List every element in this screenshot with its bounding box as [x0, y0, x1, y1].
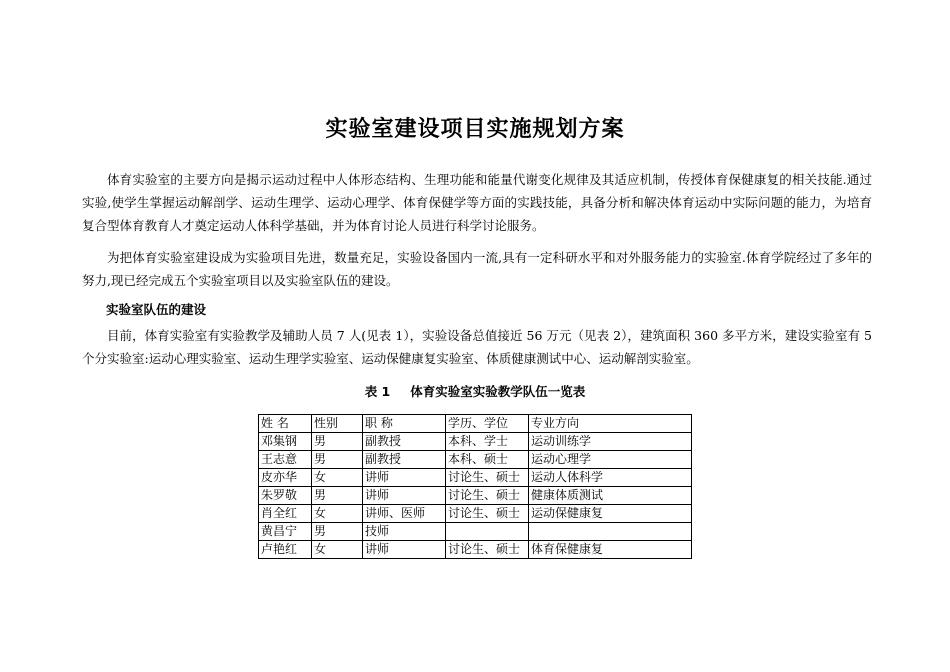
- table-cell: 讨论生、硕士: [446, 505, 529, 523]
- table-row: [259, 487, 692, 505]
- table-cell: 女: [312, 505, 363, 523]
- table-row: [259, 451, 692, 469]
- header-cell: 专业方向: [529, 415, 692, 433]
- table-cell: 运动心理学: [529, 451, 692, 469]
- table-cell: 男: [312, 487, 363, 505]
- table-cell: 讨论生、硕士: [446, 541, 529, 559]
- section-heading: 实验室队伍的建设: [106, 302, 207, 317]
- table-cell: 讲师: [363, 541, 446, 559]
- document-title: 实验室建设项目实施规划方案: [325, 117, 625, 142]
- paragraph-text: 体育实验室的主要方向是揭示运动过程中人体形态结构、生理功能和能量代谢变化规律及其适应机制，传授体育保健康复的相关技能.通过实验,使学生掌握运动解剖学、运动生理学、运动心理学、体育保健学等方面的实践技能，具备分析和解决体育运动中实际问题的能力，为培育复合型体育教育人才奠定运动人体科学基础，并为体育讨论人员进行科学讨论服务。: [82, 172, 872, 233]
- table-cell: 健康体质测试: [529, 487, 692, 505]
- table-row: [259, 433, 692, 451]
- table-cell: 本科、学士: [446, 433, 529, 451]
- table-cell: 讲师: [363, 487, 446, 505]
- table-header-row: [259, 415, 692, 433]
- table-cell: [529, 523, 692, 541]
- table-caption-number: 表 1: [364, 384, 391, 399]
- table-cell: 朱罗敬: [259, 487, 312, 505]
- progress-paragraph: [82, 246, 872, 292]
- intro-paragraph: [82, 168, 872, 237]
- table-cell: 讲师、医师: [363, 505, 446, 523]
- table-row: [259, 505, 692, 523]
- table-row: [259, 523, 692, 541]
- table-cell: 技师: [363, 523, 446, 541]
- table-cell: 邓集钢: [259, 433, 312, 451]
- table-cell: [446, 523, 529, 541]
- table-cell: 讨论生、硕士: [446, 487, 529, 505]
- table-cell: 王志意: [259, 451, 312, 469]
- table-cell: 副教授: [363, 433, 446, 451]
- table-row: [259, 541, 692, 559]
- table-cell: 皮亦华: [259, 469, 312, 487]
- table-row: [259, 469, 692, 487]
- table-cell: 男: [312, 433, 363, 451]
- paragraph-text: 为把体育实验室建设成为实验项目先进，数量充足，实验设备国内一流,具有一定科研水平和对外服务能力的实验室.体育学院经过了多年的努力,现已经完成五个实验室项目以及实验室队伍的建设。: [82, 250, 872, 288]
- table-cell: 女: [312, 541, 363, 559]
- staff-table: [258, 414, 692, 559]
- table-cell: 本科、硕士: [446, 451, 529, 469]
- table-cell: 讲师: [363, 469, 446, 487]
- table-cell: 运动训练学: [529, 433, 692, 451]
- header-cell: 学历、学位: [446, 415, 529, 433]
- table-cell: 运动保健康复: [529, 505, 692, 523]
- header-cell: 性别: [312, 415, 363, 433]
- table-cell: 体育保健康复: [529, 541, 692, 559]
- table-cell: 肖全红: [259, 505, 312, 523]
- table-cell: 运动人体科学: [529, 469, 692, 487]
- table-cell: 黄昌宁: [259, 523, 312, 541]
- table-caption-title: 体育实验室实验教学队伍一览表: [410, 384, 586, 399]
- table-cell: 副教授: [363, 451, 446, 469]
- paragraph-text: 目前，体育实验室有实验教学及辅助人员 7 人(见表 1），实验设备总值接近 56 万元（见表 2），建筑面积 360 多平方米，建设实验室有 5 个分实验室:运动心理实验室、运动生理学实验室、运动保健康复实验室、体质健康测试中心、运动解剖实验室。: [82, 328, 872, 366]
- table-caption: [0, 382, 950, 400]
- table-cell: 讨论生、硕士: [446, 469, 529, 487]
- table-cell: 卢艳红: [259, 541, 312, 559]
- header-cell: 姓 名: [259, 415, 312, 433]
- staff-paragraph: [82, 324, 872, 370]
- table-cell: 男: [312, 451, 363, 469]
- table-cell: 男: [312, 523, 363, 541]
- table-cell: 女: [312, 469, 363, 487]
- header-cell: 职 称: [363, 415, 446, 433]
